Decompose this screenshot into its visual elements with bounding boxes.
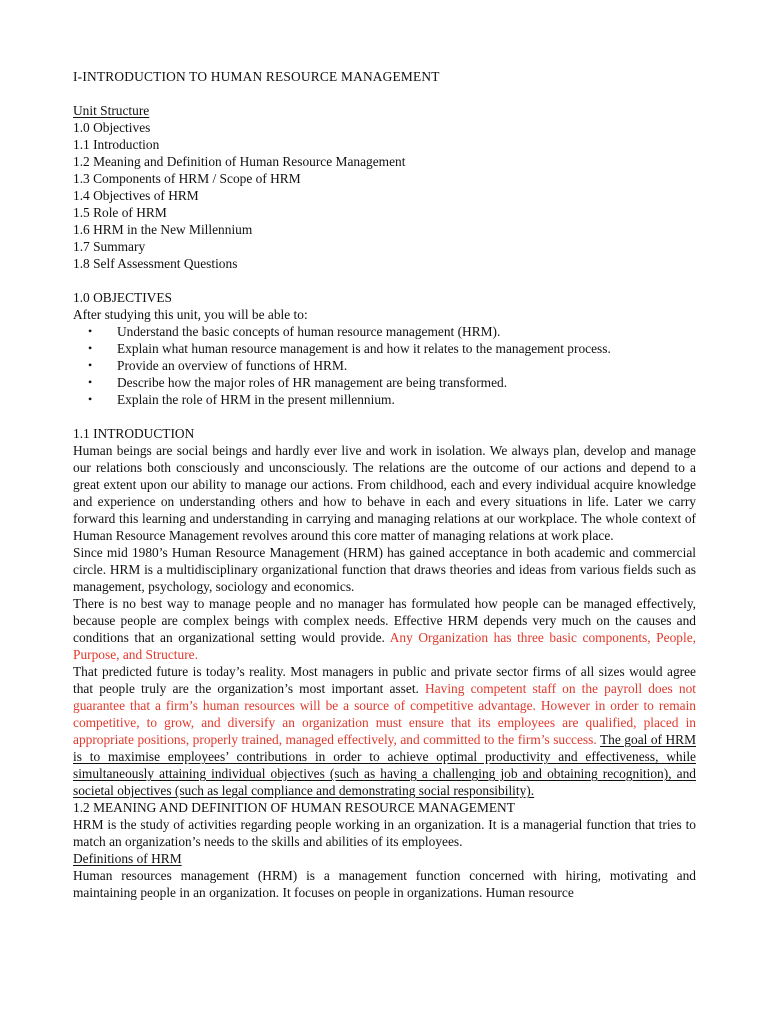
paragraph-text: That predicted future is today’s reality. Most managers in public and private sector firms of all sizes would agree that people truly are the organization’s most important asset. xyxy=(73,664,696,696)
objective-item xyxy=(73,357,696,374)
document-body xyxy=(73,68,696,901)
definitions-paragraph: Human resources management (HRM) is a management function concerned with hiring, motivating and maintaining people in an organization. It focuses on people in organizations. Human resource xyxy=(73,868,696,900)
meaning-heading: 1.2 MEANING AND DEFINITION OF HUMAN RESOURCE MANAGEMENT xyxy=(73,800,515,815)
paragraph-text: There is no best way to manage people and no manager has formulated how people can be managed effectively, because people are complex beings with complex needs. Effective HRM depends very much on the causes and conditions that an organizational setting would provide. xyxy=(73,596,696,645)
spacer xyxy=(73,408,696,425)
spacer xyxy=(73,272,696,289)
bullet-icon: • xyxy=(88,324,93,338)
objective-item xyxy=(73,340,696,357)
unit-structure-item: 1.5 Role of HRM xyxy=(73,205,167,220)
definitions-heading: Definitions of HRM xyxy=(73,851,182,866)
objectives-intro: After studying this unit, you will be able to: xyxy=(73,307,308,322)
bullet-icon: • xyxy=(88,375,93,389)
meaning-paragraph: HRM is the study of activities regarding people working in an organization. It is a managerial function that tries to match an organization’s needs to the skills and abilities of its employees. xyxy=(73,817,696,849)
introduction-heading: 1.1 INTRODUCTION xyxy=(73,426,195,441)
unit-structure-item: 1.3 Components of HRM / Scope of HRM xyxy=(73,171,301,186)
objective-text: Describe how the major roles of HR management are being transformed. xyxy=(117,375,508,390)
objective-item xyxy=(73,323,696,340)
unit-structure-item: 1.8 Self Assessment Questions xyxy=(73,256,238,271)
objective-item xyxy=(73,391,696,408)
objective-text: Explain what human resource management is and how it relates to the management process. xyxy=(117,341,611,356)
highlighted-text: Any Organization has three basic components, People, Purpose, and Structure. xyxy=(73,630,696,662)
introduction-paragraph xyxy=(73,663,696,799)
unit-structure-item: 1.1 Introduction xyxy=(73,137,160,152)
underlined-text: The goal of HRM is to maximise employees’ contributions in order to achieve optimal productivity and effectiveness, while simultaneously attaining individual objectives (such as having a challenging job and obtaining recognition), and societal objectives (such as legal compliance and demonstrating social responsibility). xyxy=(73,732,697,798)
objective-text: Understand the basic concepts of human resource management (HRM). xyxy=(117,324,501,339)
objectives-list xyxy=(73,323,696,408)
bullet-icon: • xyxy=(88,392,93,406)
spacer xyxy=(73,85,696,102)
highlighted-text: Having competent staff on the payroll does not guarantee that a firm’s human resources will be a source of competitive advantage. However in order to remain competitive, to grow, and diversify an organization must ensure that its employees are qualified, placed in appropriate positions, properly trained, managed effectively, and committed to the firm’s success. xyxy=(73,681,697,747)
introduction-paragraph: Human beings are social beings and hardly ever live and work in isolation. We always plan, develop and manage our relations both consciously and unconsciously. The relations are the outcome of our actions and depend to a great extent upon our ability to manage our actions. From childhood, each and every individual acquire knowledge and experience on understanding others and how to behave in each and every situations in life. Later we carry forward this learning and understanding in carrying and managing relations at our workplace. The whole context of Human Resource Management revolves around this core matter of managing relations at work place. xyxy=(73,443,696,543)
introduction-paragraph: Since mid 1980’s Human Resource Management (HRM) has gained acceptance in both academic and commercial circle. HRM is a multidisciplinary organizational function that draws theories and ideas from various fields such as management, psychology, sociology and economics. xyxy=(73,545,696,594)
unit-structure-item: 1.7 Summary xyxy=(73,239,146,254)
unit-structure-item: 1.4 Objectives of HRM xyxy=(73,188,199,203)
objective-text: Provide an overview of functions of HRM. xyxy=(117,358,348,373)
objective-item xyxy=(73,374,696,391)
bullet-icon: • xyxy=(88,358,93,372)
unit-structure-item: 1.0 Objectives xyxy=(73,120,151,135)
unit-structure-item: 1.6 HRM in the New Millennium xyxy=(73,222,253,237)
introduction-paragraph xyxy=(73,595,696,663)
unit-structure-item: 1.2 Meaning and Definition of Human Resource Management xyxy=(73,154,406,169)
objective-text: Explain the role of HRM in the present millennium. xyxy=(117,392,395,407)
unit-structure-heading: Unit Structure xyxy=(73,103,150,118)
unit-structure-list xyxy=(73,119,696,272)
bullet-icon: • xyxy=(88,341,93,355)
objectives-heading: 1.0 OBJECTIVES xyxy=(73,290,172,305)
document-title: I-INTRODUCTION TO HUMAN RESOURCE MANAGEMENT xyxy=(73,69,440,84)
